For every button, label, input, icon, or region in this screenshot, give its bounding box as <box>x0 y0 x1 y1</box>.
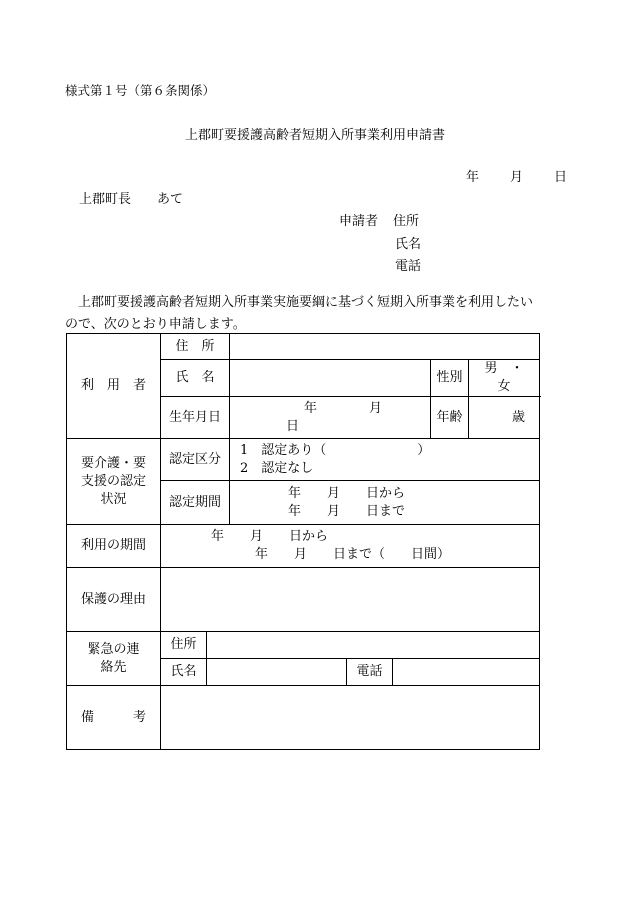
applicant-block <box>339 210 419 229</box>
reason-heading: 保護の理由 <box>67 568 161 632</box>
intro-paragraph: 上郡町要援護高齢者短期入所事業実施要綱に基づく短期入所事業を利用したいので、次のとおり申請します。 <box>65 295 534 332</box>
cert-option-yes[interactable]: 1 認定あり（ ） <box>240 442 431 458</box>
date-year-label: 年 <box>466 170 480 185</box>
age-label: 年齢 <box>431 397 469 439</box>
document-title: 上郡町要援護高齢者短期入所事業利用申請書 <box>184 128 445 143</box>
use-period-to: 年 月 日まで（ 日間） <box>255 547 451 562</box>
emergency-address-label: 住所 <box>161 632 207 658</box>
emergency-address-field[interactable] <box>207 632 539 658</box>
addressee: 上郡町長 あて <box>79 192 184 207</box>
user-name-label: 氏 名 <box>161 360 230 397</box>
cert-period-field[interactable] <box>230 481 540 525</box>
applicant-address-label: 住所 <box>393 214 420 229</box>
emergency-address-row <box>161 632 540 659</box>
use-period-heading: 利用の期間 <box>67 525 161 568</box>
care-heading: 要介護・要支援の認定状況 <box>67 439 161 525</box>
cert-period-to: 年 月 日まで <box>288 503 406 519</box>
applicant-label: 申請者 <box>339 214 379 229</box>
user-address-label: 住 所 <box>161 334 230 360</box>
use-period-from: 年 月 日から <box>211 529 329 544</box>
sex-options[interactable]: 男 ・ 女 <box>469 360 540 397</box>
reason-field[interactable] <box>161 568 540 632</box>
birth-label: 生年月日 <box>161 397 230 439</box>
application-table <box>66 333 540 750</box>
cert-option-no[interactable]: 2 認定なし <box>240 460 314 476</box>
emergency-phone-label: 電話 <box>347 659 393 685</box>
age-field[interactable] <box>469 397 540 439</box>
user-address-field[interactable] <box>230 334 540 360</box>
applicant-name-label: 氏名 <box>395 237 422 252</box>
remarks-heading: 備 考 <box>67 686 161 750</box>
emergency-phone-field[interactable] <box>393 659 539 685</box>
emergency-heading: 緊急の連絡先 <box>67 632 161 686</box>
emergency-name-label: 氏名 <box>161 659 207 685</box>
birth-month-label: 月 <box>369 400 383 416</box>
remarks-field[interactable] <box>161 686 540 750</box>
cert-period-label: 認定期間 <box>161 481 230 525</box>
form-number-label: 様式第１号（第６条関係） <box>65 83 216 98</box>
birth-field[interactable] <box>230 397 431 439</box>
cert-options[interactable] <box>230 439 540 481</box>
emergency-name-field[interactable] <box>207 659 347 685</box>
birth-day-label: 日 <box>286 418 300 434</box>
sex-label: 性別 <box>431 360 469 397</box>
date-month-label: 月 <box>510 170 524 185</box>
use-period-field[interactable] <box>161 525 540 568</box>
applicant-phone-label: 電話 <box>395 259 422 274</box>
birth-year-label: 年 <box>304 400 318 416</box>
age-unit: 歳 <box>512 409 526 425</box>
date-day-label: 日 <box>554 170 568 185</box>
cert-period-from: 年 月 日から <box>288 485 406 501</box>
user-name-field[interactable] <box>230 360 431 397</box>
user-heading: 利 用 者 <box>67 334 161 439</box>
cert-label: 認定区分 <box>161 439 230 481</box>
emergency-name-row <box>161 659 540 686</box>
